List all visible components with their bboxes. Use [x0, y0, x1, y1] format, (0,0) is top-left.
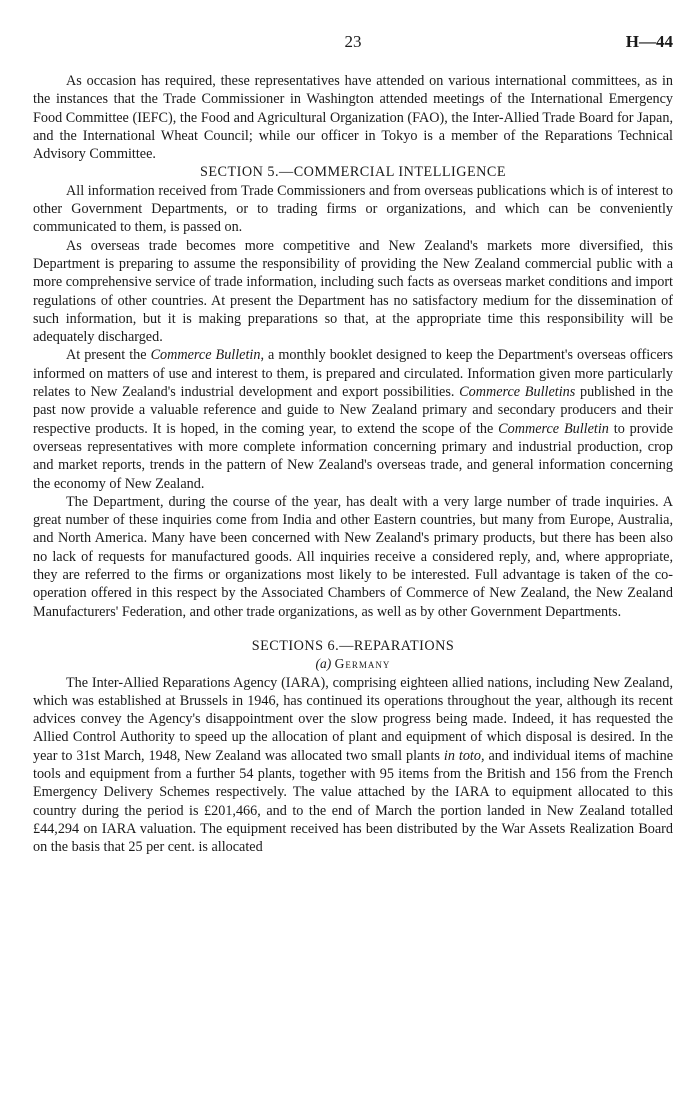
text-run: published in the past now provide a valuable reference and guide to New Zealand primary and secondary producers and their respective products. It is hoped, in the coming year, to extend the scope of the — [33, 384, 673, 437]
italic-title: Commerce Bulletin — [498, 420, 609, 437]
intro-paragraph: As occasion has required, these representatives have attended on various international committees, as in the instances that the Trade Commissioner in Washington attended meetings of the International Emergency Food Committee (IEFC), the Food and Agricultural Organization (FAO), the Inter-Allied Trade Board for Japan, and the International Wheat Council; while our officer in Tokyo is a member of the Reparations Technical Advisory Committee. — [33, 73, 673, 163]
body-text — [33, 72, 673, 856]
text-run: , a monthly booklet designed to keep the Department's overseas officers informed on matters of use and interest to them, is prepared and circulated. Information given more particularly relates to New Zealand's industrial development and export possibilities. — [33, 347, 673, 401]
section-5-paragraph-1: All information received from Trade Commissioners and from overseas publications which is of interest to other Government Departments, or to trading firms or organizations, and which can be conveniently communicated to them, is passed on. — [33, 182, 673, 236]
text-run: and individual items of machine tools and equipment from a further 54 plants, together with 95 items from the British and 156 from the French Emergency Delivery Schemes respectively. The value attached by the IARA to equipment allocated to this country during the period is £201,466, and to the end of March the portion landed in New Zealand totalled £44,294 on IARA valuation. The equipment received has been distributed by the War Assets Realization Board on the basis that 25 per cent. is allocated — [33, 747, 673, 856]
section-6-heading: SECTIONS 6.—REPARATIONS — [251, 637, 455, 654]
text-run: to provide overseas representatives with more complete information concerning primary and industrial production, crop and market reports, trends in the pattern of New Zealand's overseas trade, and general information concerning the economy of New Zealand. — [33, 420, 673, 492]
subsection-prefix: (a) — [315, 656, 335, 672]
section-5-paragraph-4: The Department, during the course of the year, has dealt with a very large number of trade inquiries. A great number of these inquiries come from India and other Eastern countries, but many from Europe, Australia, and North America. Many have been concerned with New Zealand's primary products, but there has been also no lack of requests for manufactured goods. All inquiries receive a considered reply, and, where appropriate, they are referred to the firms or organizations most likely to be interested. Full advantage is taken of the co-operation offered in this respect by the Associated Chambers of Commerce of New Zealand, the New Zealand Manufacturers' Federation, and other trade organizations, as well as by other Government Departments. — [33, 493, 673, 620]
italic-title: Commerce Bulletin — [150, 347, 261, 364]
italic-title: Commerce Bulletins — [459, 384, 576, 401]
document-code: H—44 — [625, 32, 673, 51]
section-5-heading: SECTION 5.—COMMERCIAL INTELLIGENCE — [199, 164, 507, 181]
italic-phrase: in toto, — [443, 747, 485, 764]
section-6-paragraph-1 — [33, 674, 673, 857]
page-header — [33, 32, 673, 54]
section-5-paragraph-3 — [33, 346, 673, 492]
page-number: 23 — [344, 32, 362, 51]
text-run: The Inter-Allied Reparations Agency (IARA), comprising eighteen allied nations, including New Zealand, which was established at Brussels in 1946, has continued its operations throughout the year, although its recent advices convey the Agency's disappointment over the slow progress being made. Indeed, it has requested the Allied Control Authority to speed up the allocation of plant and equipment of which disposal is desired. In the year to 31st March, 1948, New Zealand was allocated two small plants — [33, 674, 673, 764]
subsection-name: Germany — [334, 656, 391, 672]
section-5-paragraph-2: As overseas trade becomes more competitive and New Zealand's markets more diversified, this Department is preparing to assume the responsibility of providing the New Zealand commercial public with a more comprehensive service of trade information, including such facts as overseas market conditions and import regulations of other countries. At present the Department has no satisfactory medium for the dissemination of such information, but it is making preparations so that, at the appropriate time this responsibility will be adequately discharged. — [33, 237, 673, 346]
text-run: At present the — [66, 347, 151, 364]
subsection-heading — [33, 655, 673, 673]
